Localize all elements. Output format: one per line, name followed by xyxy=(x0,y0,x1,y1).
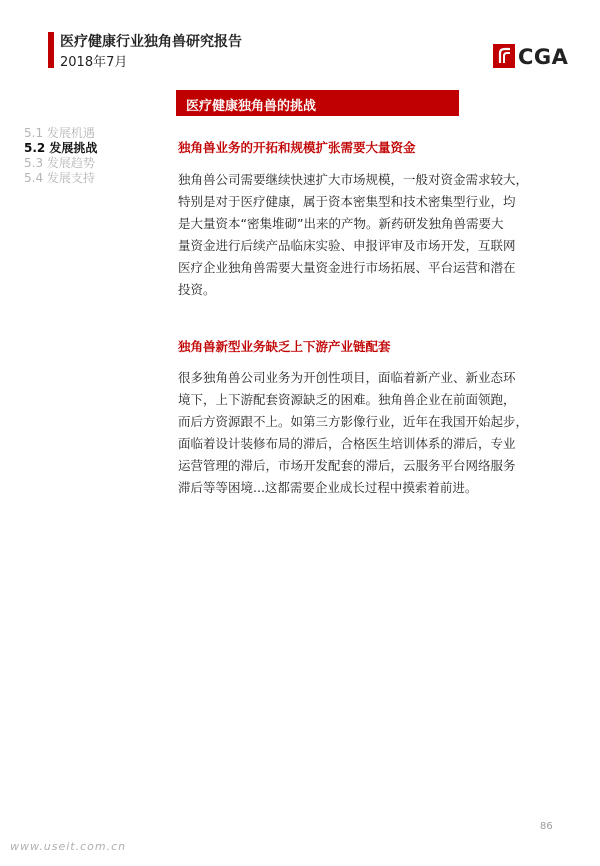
paragraph-line: 医疗企业独角兽需要大量资金进行市场拓展、平台运营和潜在 xyxy=(178,260,516,275)
paragraph-supply-chain xyxy=(178,367,558,499)
paragraph-line: 面临着设计装修布局的滞后，合格医生培训体系的滞后，专业 xyxy=(178,436,516,451)
cga-logo xyxy=(493,44,577,70)
paragraph-line: 运营管理的滞后，市场开发配套的滞后，云服务平台网络服务 xyxy=(178,458,516,473)
section-title: 医疗健康独角兽的挑战 xyxy=(186,99,317,114)
report-title: 医疗健康行业独角兽研究报告 xyxy=(60,34,242,50)
page-number: 86 xyxy=(540,821,553,832)
paragraph-line: 独角兽公司需要继续快速扩大市场规模，一般对资金需求较大， xyxy=(178,172,529,187)
toc-item-5-1[interactable]: 5.1 发展机遇 xyxy=(24,126,95,140)
paragraph-line: 很多独角兽公司业务为开创性项目，面临着新产业、新业态环 xyxy=(178,370,516,385)
paragraph-funding xyxy=(178,169,558,301)
subsection-heading-funding: 独角兽业务的开拓和规模扩张需要大量资金 xyxy=(178,140,416,155)
cga-logo-icon xyxy=(493,44,515,68)
logo-text: CGA xyxy=(518,45,569,69)
section-title-banner xyxy=(176,90,459,116)
toc-item-5-2[interactable]: 5.2 发展挑战 xyxy=(24,141,98,155)
paragraph-line: 境下，上下游配套资源缺乏的困难。独角兽企业在前面领跑， xyxy=(178,392,516,407)
toc-item-5-3[interactable]: 5.3 发展趋势 xyxy=(24,156,95,170)
section-toc xyxy=(24,126,164,186)
watermark: www.useit.com.cn xyxy=(10,840,127,853)
subsection-heading-supply-chain: 独角兽新型业务缺乏上下游产业链配套 xyxy=(178,339,391,354)
paragraph-line: 而后方资源跟不上。如第三方影像行业，近年在我国开始起步， xyxy=(178,414,529,429)
report-date: 2018年7月 xyxy=(60,55,128,70)
paragraph-line: 量资金进行后续产品临床实验、申报评审及市场开发，互联网 xyxy=(178,238,516,253)
paragraph-line: 滞后等等困境...这都需要企业成长过程中摸索着前进。 xyxy=(178,480,478,495)
header-accent-bar xyxy=(48,32,54,68)
toc-item-5-4[interactable]: 5.4 发展支持 xyxy=(24,171,95,185)
paragraph-line: 特别是对于医疗健康，属于资本密集型和技术密集型行业，均 xyxy=(178,194,516,209)
paragraph-line: 是大量资本“密集堆砌”出来的产物。新药研发独角兽需要大 xyxy=(178,216,504,231)
paragraph-line: 投资。 xyxy=(178,282,216,297)
